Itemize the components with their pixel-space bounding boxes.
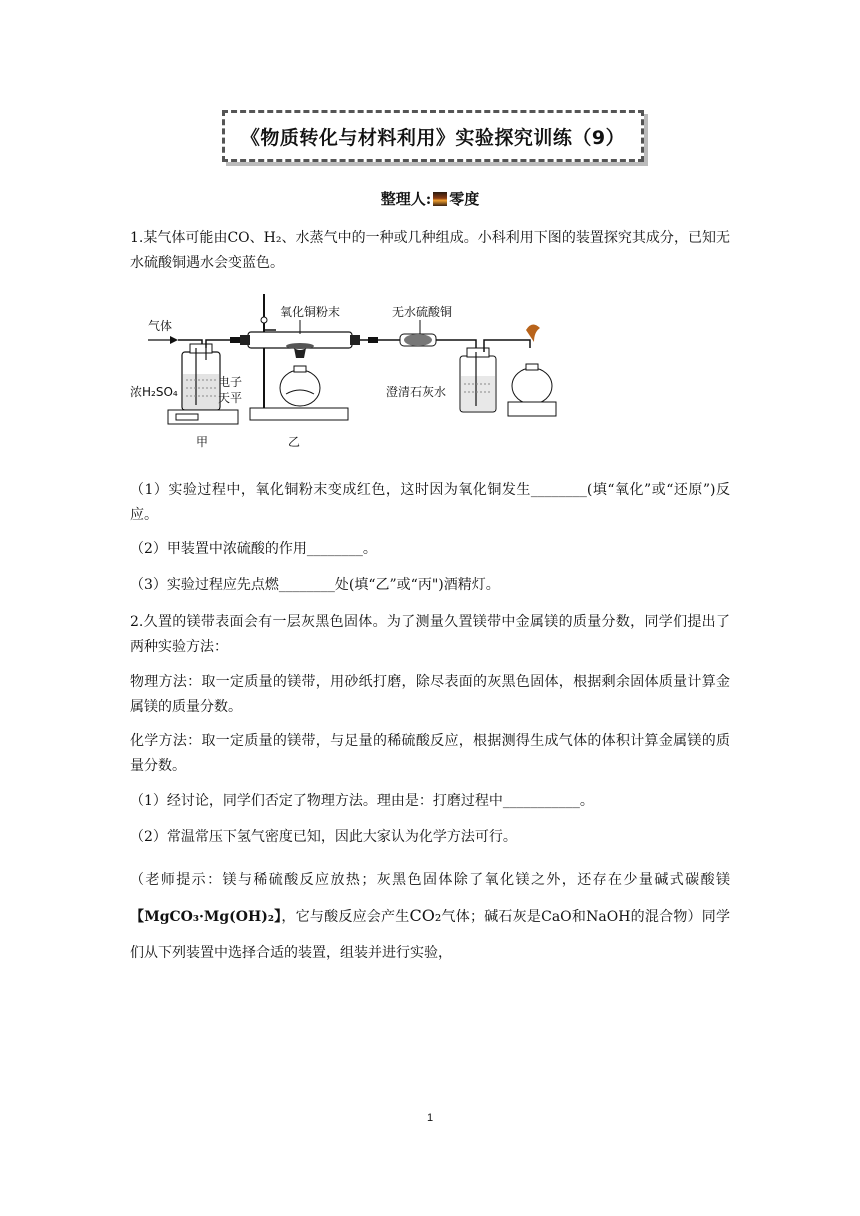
acid-label: 浓H₂SO₄ bbox=[130, 385, 178, 399]
gas-arrow-icon bbox=[148, 336, 178, 344]
q1-apparatus-diagram bbox=[130, 290, 570, 450]
cuo-label: 氧化铜粉末 bbox=[280, 305, 341, 319]
q1-intro: 1.某气体可能由CO、H₂、水蒸气中的一种或几种组成。小科利用下图的装置探究其成分，已知无水硫酸铜遇水会变蓝色。 bbox=[130, 230, 730, 271]
q2-sub1: （1）经讨论，同学们否定了物理方法。理由是：打磨过程中___________。 bbox=[130, 793, 594, 809]
document-title: 《物质转化与材料利用》实验探究训练（9） bbox=[222, 110, 644, 162]
avatar-icon bbox=[433, 192, 447, 206]
electronic-balance-icon bbox=[168, 410, 238, 424]
bottle-limewater-icon bbox=[460, 348, 496, 412]
organizer-line bbox=[0, 188, 860, 209]
q2-hint-c: 气体；碱石灰是CaO和NaOH的混合物）同学们从下列装置中选择合适的装置，组装并进行实验， bbox=[130, 909, 731, 961]
drying-tube-icon bbox=[400, 334, 436, 346]
q2-chemical: 化学方法：取一定质量的镁带，与足量的稀硫酸反应，根据测得生成气体的体积计算金属镁的质量分数。 bbox=[130, 733, 730, 774]
q1-sub1: （1）实验过程中，氧化铜粉末变成红色，这时因为氧化铜发生________(填“氧化”或“还原”)反应。 bbox=[130, 482, 730, 523]
limewater-label: 澄清石灰水 bbox=[386, 385, 447, 399]
q2-intro: 2.久置的镁带表面会有一层灰黑色固体。为了测量久置镁带中金属镁的质量分数，同学们提出了两种实验方法： bbox=[130, 614, 730, 655]
label-jia: 甲 bbox=[196, 435, 209, 449]
label-yi: 乙 bbox=[288, 435, 301, 449]
combustion-tube-icon bbox=[240, 332, 360, 349]
alcohol-lamp-bing-icon bbox=[508, 324, 556, 416]
organizer-name: 零度 bbox=[449, 190, 480, 208]
balance-label-1: 电子 bbox=[218, 375, 243, 389]
q2-sub2: （2）常温常压下氢气密度已知，因此大家认为化学方法可行。 bbox=[130, 829, 517, 845]
page-number: 1 bbox=[426, 1112, 434, 1124]
q2-hint-a: （老师提示：镁与稀硫酸反应放热；灰黑色固体除了氧化镁之外，还存在少量碱式碳酸镁 bbox=[130, 872, 730, 888]
gas-label: 气体 bbox=[148, 319, 173, 333]
balance-label-2: 天平 bbox=[218, 391, 243, 405]
alcohol-lamp-yi-icon bbox=[280, 348, 320, 406]
organizer-label: 整理人: bbox=[380, 190, 432, 208]
q2-hint-co2: CO₂ bbox=[409, 906, 442, 925]
q1-sub2: （2）甲装置中浓硫酸的作用________。 bbox=[130, 541, 377, 557]
q1-sub3: （3）实验过程应先点燃________处(填“乙”或“丙")酒精灯。 bbox=[130, 577, 500, 593]
q2-hint bbox=[130, 862, 730, 971]
bottle-jia-icon bbox=[182, 344, 220, 410]
q2-physical: 物理方法：取一定质量的镁带，用砂纸打磨，除尽表面的灰黑色固体，根据剩余固体质量计算金属镁的质量分数。 bbox=[130, 674, 730, 715]
q2-hint-formula: 【MgCO₃·Mg(OH)₂】 bbox=[130, 909, 282, 925]
q2-hint-b: ，它与酸反应会产生 bbox=[281, 909, 410, 925]
cuso4-label: 无水硫酸铜 bbox=[392, 305, 453, 319]
